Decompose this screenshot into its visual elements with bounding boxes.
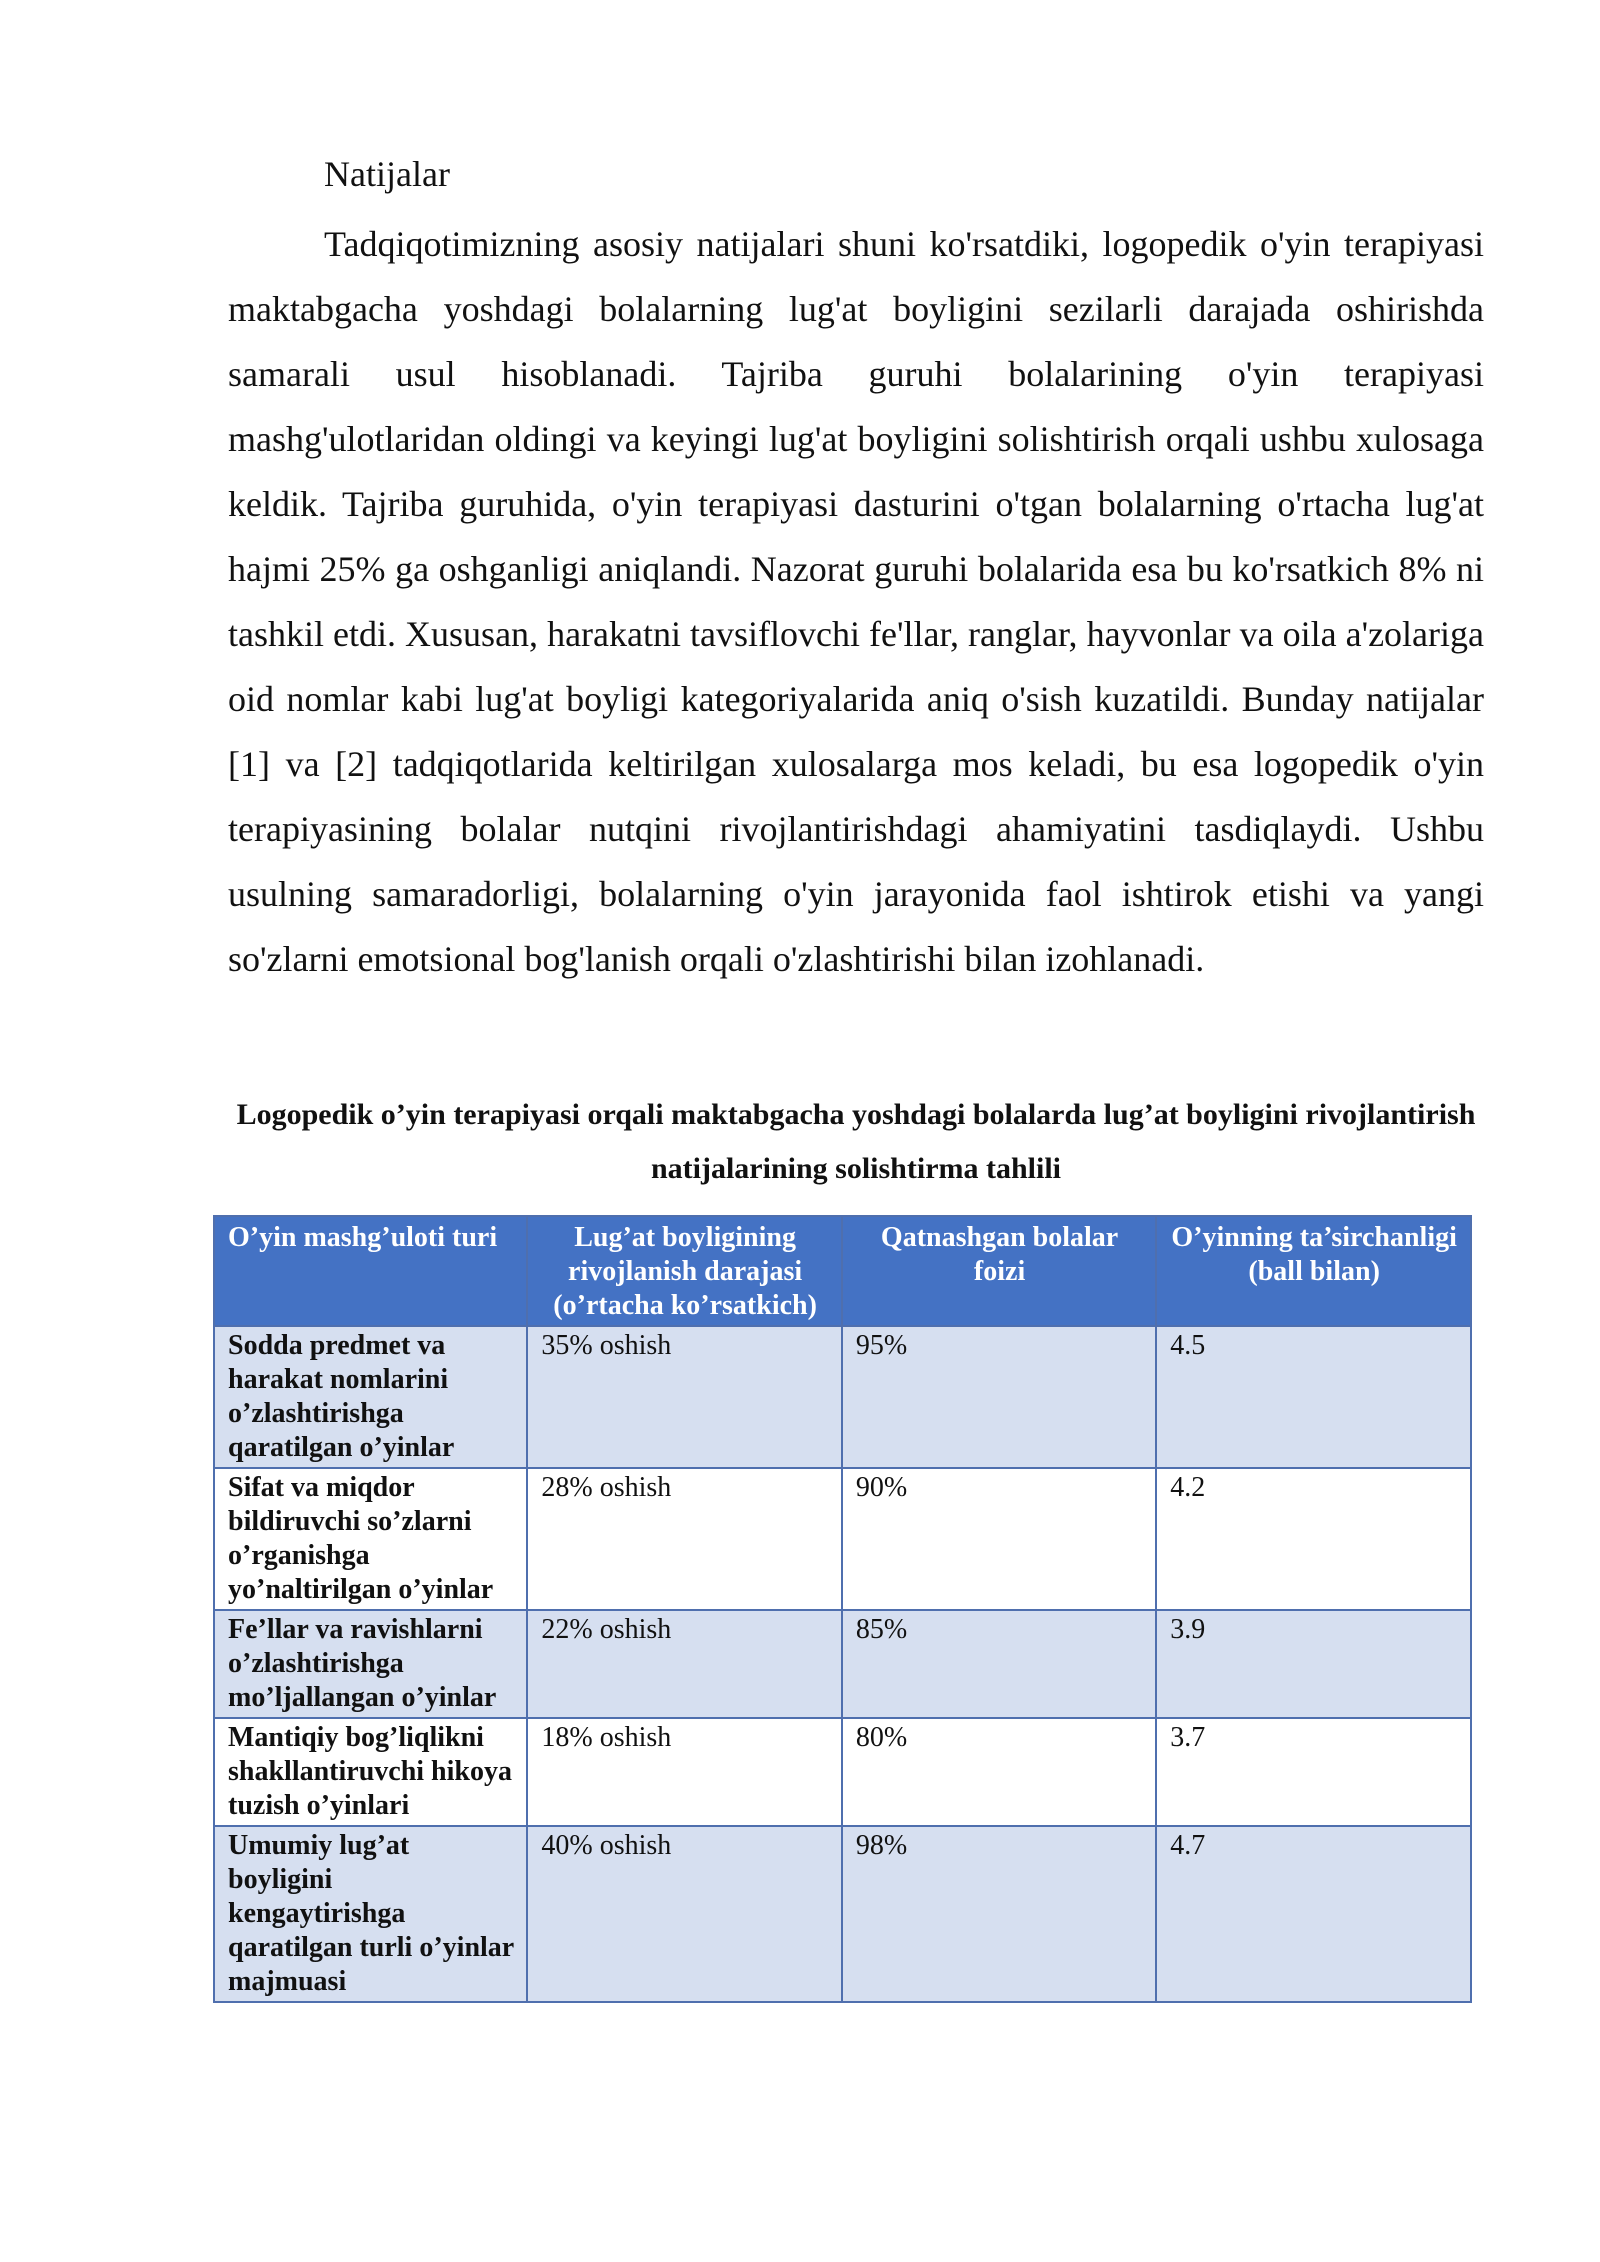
table-caption: Logopedik o’yin terapiyasi orqali maktabgacha yoshdagi bolalarda lug’at boyligini rivojlantirish natijalarining solishtirma tahlili (236, 1098, 1476, 1185)
results-paragraph: Tadqiqotimizning asosiy natijalari shuni ko'rsatdiki, logopedik o'yin terapiyasi maktabgacha yoshdagi bolalarning lug'at boyligini sezilarli darajada oshirishda samarali usul hisoblanadi. Tajriba guruhi bolalarining o'yin terapiyasi mashg'ulotlaridan oldingi va keyingi lug'at boyligini solishtirish orqali ushbu xulosaga keldik. Tajriba guruhida, o'yin terapiyasi dasturini o'tgan bolalarning o'rtacha lug'at hajmi 25% ga oshganligi aniqlandi. Nazorat guruhi bolalarida esa bu ko'rsatkich 8% ni tashkil etdi. Xususan, harakatni tavsiflovchi fe'llar, ranglar, hayvonlar va oila a'zolariga oid nomlar kabi lug'at boyligi kategoriyalarida aniq o'sish kuzatildi. Bunday natijalar [1] va [2] tadqiqotlarida keltirilgan xulosalarga mos keladi, bu esa logopedik o'yin terapiyasining bolalar nutqini rivojlantirishdagi ahamiyatini tasdiqlaydi. Ushbu usulning samaradorligi, bolalarning o'yin jarayonida faol ishtirok etishi va yangi so'zlarni emotsional bog'lanish orqali o'zlashtirishi bilan izohlanadi. (228, 224, 1484, 979)
vocabulary-growth-cell: 18% oshish (527, 1718, 841, 1826)
results-table (213, 1215, 1472, 2003)
table-row (214, 1468, 1471, 1610)
participation-cell: 98% (842, 1826, 1156, 2002)
table-row (214, 1610, 1471, 1718)
vocabulary-growth-cell: 35% oshish (527, 1326, 841, 1468)
section-heading: Natijalar (324, 154, 450, 194)
table-row (214, 1718, 1471, 1826)
row-label: Sodda predmet va harakat nomlarini o’zlashtirishga qaratilgan o’yinlar (214, 1326, 527, 1468)
effectiveness-cell: 3.9 (1156, 1610, 1471, 1718)
effectiveness-cell: 4.2 (1156, 1468, 1471, 1610)
row-label: Umumiy lug’at boyligini kengaytirishga qaratilgan turli o’yinlar majmuasi (214, 1826, 527, 2002)
participation-cell: 95% (842, 1326, 1156, 1468)
header-participation: Qatnashgan bolalar foizi (842, 1216, 1156, 1326)
table-row (214, 1326, 1471, 1468)
effectiveness-cell: 4.5 (1156, 1326, 1471, 1468)
row-label: Sifat va miqdor bildiruvchi so’zlarni o’rganishga yo’naltirilgan o’yinlar (214, 1468, 527, 1610)
vocabulary-growth-cell: 22% oshish (527, 1610, 841, 1718)
header-game-type: O’yin mashg’uloti turi (214, 1216, 527, 1326)
participation-cell: 80% (842, 1718, 1156, 1826)
row-label: Mantiqiy bog’liqlikni shakllantiruvchi hikoya tuzish o’yinlari (214, 1718, 527, 1826)
vocabulary-growth-cell: 28% oshish (527, 1468, 841, 1610)
participation-cell: 85% (842, 1610, 1156, 1718)
effectiveness-cell: 4.7 (1156, 1826, 1471, 2002)
table-header-row (214, 1216, 1471, 1326)
header-vocabulary-level: Lug’at boyligining rivojlanish darajasi (o’rtacha ko’rsatkich) (527, 1216, 841, 1326)
vocabulary-growth-cell: 40% oshish (527, 1826, 841, 2002)
participation-cell: 90% (842, 1468, 1156, 1610)
row-label: Fe’llar va ravishlarni o’zlashtirishga mo’ljallangan o’yinlar (214, 1610, 527, 1718)
table-row (214, 1826, 1471, 2002)
effectiveness-cell: 3.7 (1156, 1718, 1471, 1826)
header-effectiveness: O’yinning ta’sirchanligi (ball bilan) (1156, 1216, 1471, 1326)
